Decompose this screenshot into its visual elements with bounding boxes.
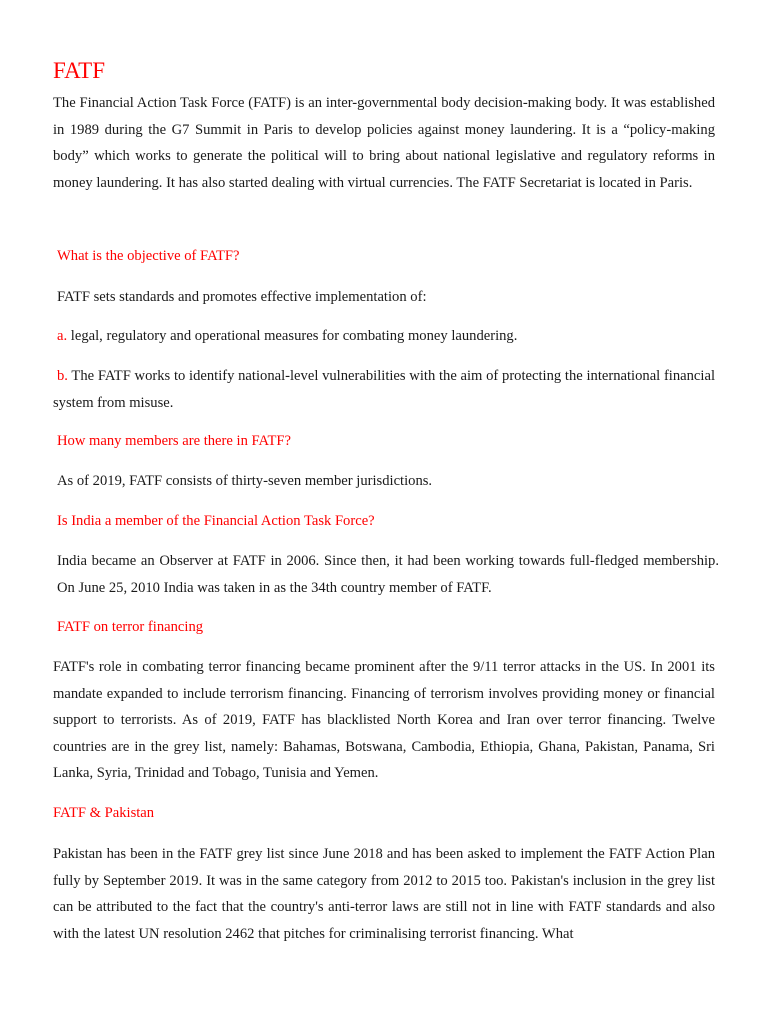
india-paragraph: India became an Observer at FATF in 2006. Since then, it had been working towards full-fledged membership. On June 25, 2010 India was taken in as the 34th country member of FATF. <box>57 553 719 596</box>
objective-heading: What is the objective of FATF? <box>57 248 240 264</box>
item-a-text: legal, regulatory and operational measures for combating money laundering. <box>70 328 518 344</box>
india-heading: Is India a member of the Financial Action Task Force? <box>57 513 375 529</box>
item-b-text: The FATF works to identify national-level vulnerabilities with the aim of protecting the international financial system from misuse. <box>53 368 715 411</box>
terror-heading: FATF on terror financing <box>57 619 204 635</box>
terror-paragraph: FATF's role in combating terror financing became prominent after the 9/11 terror attacks in the US. In 2001 its mandate expanded to include terrorism financing. Financing of terrorism involves providing money or financial support to terrorists. As of 2019, FATF has blacklisted North Korea and Iran over terror financing. Twelve countries are in the grey list, namely: Bahamas, Botswana, Cambodia, Ethiopia, Ghana, Pakistan, Panama, Sri Lanka, Syria, Trinidad and Tobago, Tunisia and Yemen. <box>53 659 715 782</box>
document-title: FATF <box>53 58 105 83</box>
item-a-marker: a. <box>57 328 68 344</box>
pakistan-paragraph: Pakistan has been in the FATF grey list since June 2018 and has been asked to implement the FATF Action Plan fully by September 2019. It was in the same category from 2012 to 2015 too. Pakistan's inclusion in the grey list can be attributed to the fact that the country's anti-terror laws are still not in line with FATF standards and also with the latest UN resolution 2462 that pitches for criminalising terrorist financing. What <box>53 846 715 942</box>
objective-item-a <box>53 323 719 350</box>
members-paragraph: As of 2019, FATF consists of thirty-seven member jurisdictions. <box>57 473 433 489</box>
item-b-marker: b. <box>57 368 68 384</box>
objective-item-b <box>53 363 715 416</box>
intro-paragraph: The Financial Action Task Force (FATF) is an inter-governmental body decision-making body. It was established in 1989 during the G7 Summit in Paris to develop policies against money laundering. It is a “policy-making body” which works to generate the political will to bring about national legislative and regulatory reforms in money laundering. It has also started dealing with virtual currencies. The FATF Secretariat is located in Paris. <box>53 95 715 191</box>
pakistan-heading: FATF & Pakistan <box>53 805 155 821</box>
members-heading: How many members are there in FATF? <box>57 433 291 449</box>
objective-lead: FATF sets standards and promotes effective implementation of: <box>57 289 427 305</box>
